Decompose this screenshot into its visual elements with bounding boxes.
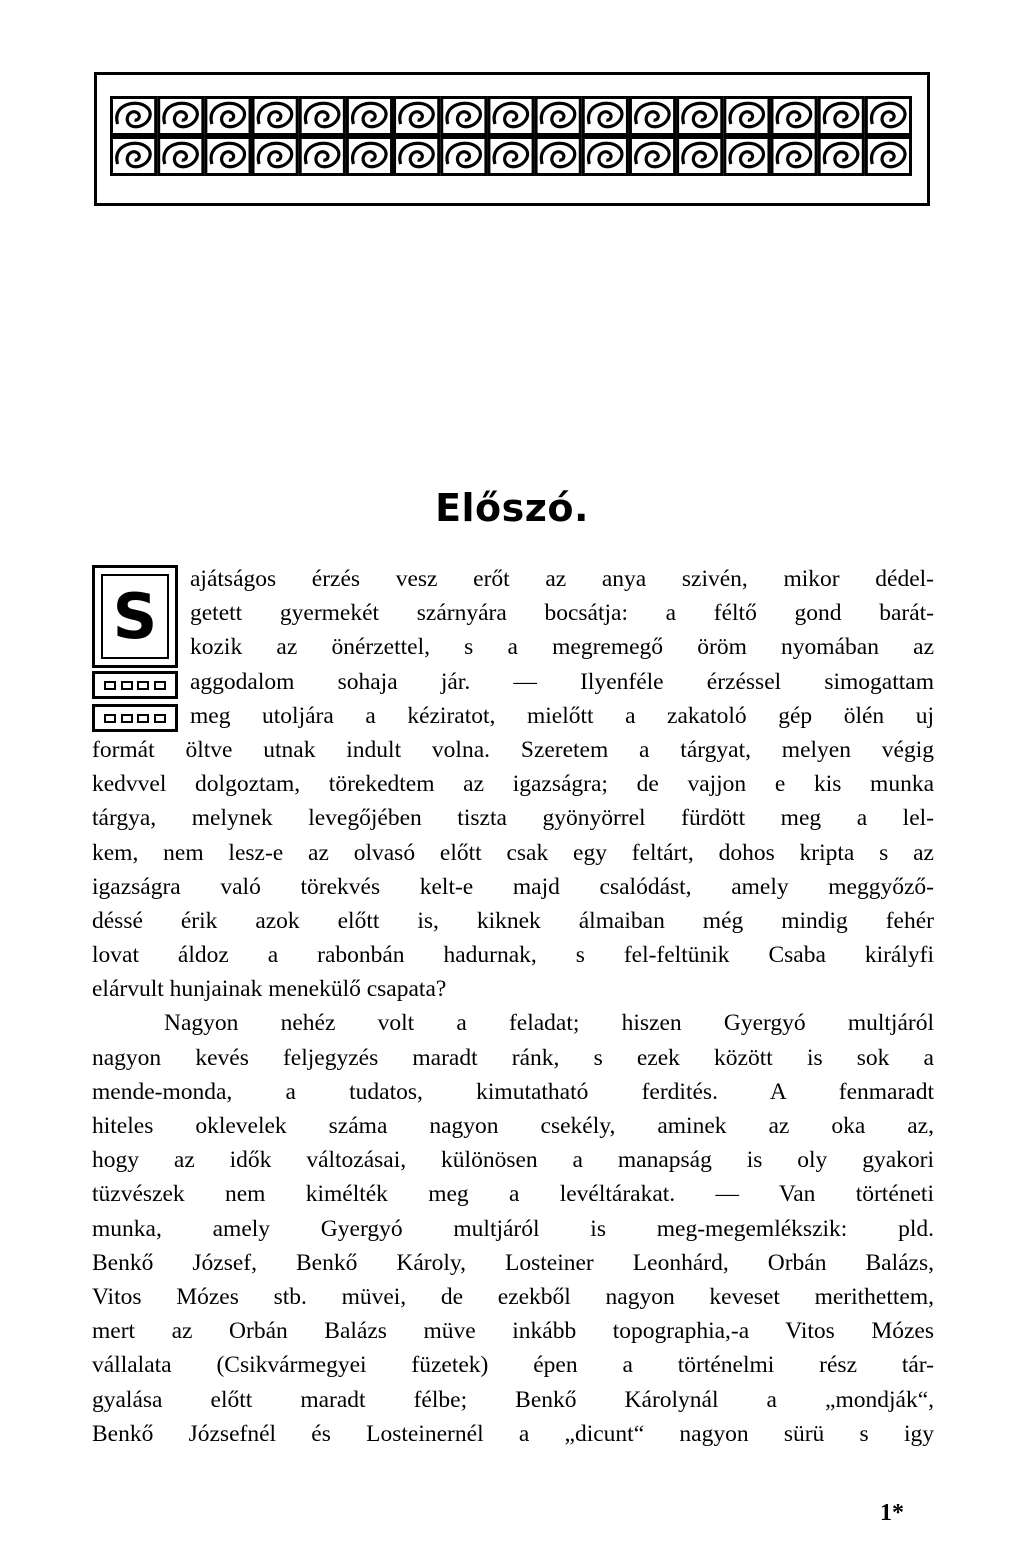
drop-initial-letter: S xyxy=(112,579,158,653)
scroll-ornament-tile xyxy=(489,138,533,175)
scroll-ornament-tile xyxy=(866,138,910,175)
scroll-ornament-tile xyxy=(442,138,486,175)
text-line: ajátságos érzés vesz erőt az anya szivén, mikor dédel- xyxy=(190,566,934,592)
scroll-ornament-tile xyxy=(866,98,910,135)
text-line: hiteles oklevelek száma nagyon csekély, aminek az oka az, xyxy=(92,1113,934,1139)
scroll-ornament-tile xyxy=(819,138,863,175)
body-text xyxy=(92,562,934,1451)
text-line: nagyon kevés feljegyzés maradt ránk, s ezek között is sok a xyxy=(92,1044,934,1071)
text-line: hogy az idők változásai, különösen a manapság is oly gyakori xyxy=(92,1147,934,1174)
text-line: formát öltve utnak indult volna. Szeretem a tárgyat, melyen végig xyxy=(92,736,934,763)
scroll-ornament-tile xyxy=(347,138,391,175)
text-line: Nagyon nehéz volt a feladat; hiszen Gyergyó multjáról xyxy=(164,1010,934,1037)
text-line: kem, nem lesz-e az olvasó előtt csak egy feltárt, dohos kripta s az xyxy=(92,839,934,866)
scroll-ornament-tile xyxy=(630,98,674,135)
scroll-ornament-tile xyxy=(253,98,297,135)
text-line: Benkő József, Benkő Károly, Losteiner Leonhárd, Orbán Balázs, xyxy=(92,1249,934,1276)
page-number: 1* xyxy=(880,1500,904,1526)
text-line: igazságra való törekvés kelt-e majd csalódást, amely meggyőző- xyxy=(92,873,934,900)
scroll-ornament-tile xyxy=(536,98,580,135)
scroll-ornament-tile xyxy=(395,98,439,135)
scroll-ornament-icon xyxy=(110,96,912,176)
text-line: meg utoljára a kéziratot, mielőtt a zakatoló gép ölén uj xyxy=(190,702,934,729)
text-line: kozik az önérzettel, s a megremegő öröm nyomában az xyxy=(190,634,934,661)
text-line: getett gyermekét szárnyára bocsátja: a féltő gond barát- xyxy=(190,600,934,627)
ornament-band xyxy=(110,96,912,176)
scroll-ornament-tile xyxy=(206,138,250,175)
text-line: mert az Orbán Balázs müve inkább topographia,-a Vitos Mózes xyxy=(92,1318,934,1345)
text-line: lovat áldoz a rabonbán hadurnak, s fel-feltünik Csaba királyfi xyxy=(92,942,934,969)
scroll-ornament-tile xyxy=(347,98,391,135)
text-line: tárgya, melynek levegőjében tiszta gyönyörrel fürdött meg a lel- xyxy=(92,805,934,832)
scroll-ornament-tile xyxy=(583,138,627,175)
page-title: Előszó. xyxy=(435,486,589,530)
text-line: elárvult hunjainak menekülő csapata? xyxy=(92,976,447,1003)
scroll-ornament-tile xyxy=(630,138,674,175)
scroll-ornament-tile xyxy=(678,98,722,135)
scroll-ornament-tile xyxy=(583,98,627,135)
text-line: gyalása előtt maradt félbe; Benkő Károlynál a „mondják“, xyxy=(92,1386,934,1413)
scroll-ornament-tile xyxy=(536,138,580,175)
scroll-ornament-tile xyxy=(112,98,156,135)
text-line: kedvvel dolgoztam, törekedtem az igazságra; de vajjon e kis munka xyxy=(92,771,934,798)
text-line: vállalata (Csikvármegyei füzetek) épen a történelmi rész tár- xyxy=(92,1352,934,1379)
text-line: mende-monda, a tudatos, kimutatható ferdités. A fenmaradt xyxy=(92,1078,934,1105)
text-line: tüzvészek nem kimélték meg a levéltárakat. — Van történeti xyxy=(92,1181,934,1208)
scroll-ornament-tile xyxy=(159,98,203,135)
scroll-ornament-tile xyxy=(772,138,816,175)
scroll-ornament-tile xyxy=(819,98,863,135)
scroll-ornament-tile xyxy=(678,138,722,175)
text-line: aggodalom sohaja jár. — Ilyenféle érzéssel simogattam xyxy=(190,668,934,695)
scroll-ornament-tile xyxy=(395,138,439,175)
text-line: Benkő Józsefnél és Losteinernél a „dicunt“ nagyon sürü s igy xyxy=(92,1420,934,1447)
scroll-ornament-tile xyxy=(253,138,297,175)
scroll-ornament-tile xyxy=(112,138,156,175)
scroll-ornament-tile xyxy=(300,138,344,175)
scroll-ornament-tile xyxy=(725,138,769,175)
text-line: Vitos Mózes stb. müvei, de ezekből nagyon keveset merithettem, xyxy=(92,1283,934,1310)
scroll-ornament-tile xyxy=(725,98,769,135)
scroll-ornament-tile xyxy=(489,98,533,135)
scroll-ornament-tile xyxy=(159,138,203,175)
text-line: munka, amely Gyergyó multjáról is meg-megemlékszik: pld. xyxy=(92,1215,934,1242)
text-line: déssé érik azok előtt is, kiknek álmaiban még mindig fehér xyxy=(92,907,934,934)
scroll-ornament-tile xyxy=(206,98,250,135)
scroll-ornament-tile xyxy=(442,98,486,135)
scroll-ornament-tile xyxy=(772,98,816,135)
scroll-ornament-tile xyxy=(300,98,344,135)
